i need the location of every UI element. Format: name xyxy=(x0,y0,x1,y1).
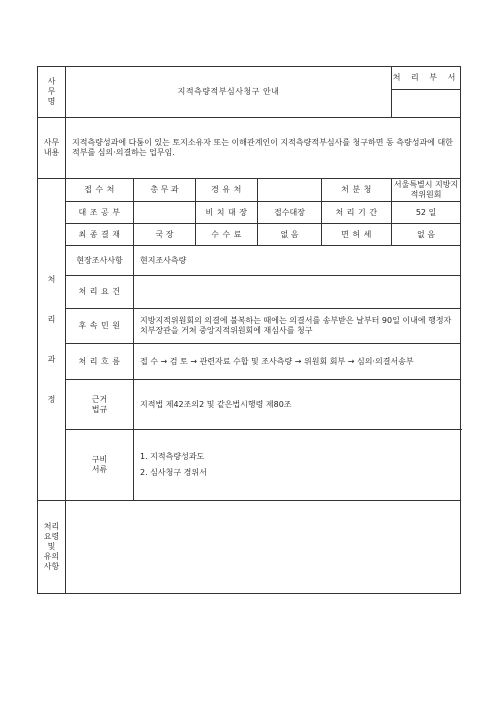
via-value xyxy=(258,179,322,202)
reception-value: 총 무 과 xyxy=(134,179,196,202)
license-tax-value: 없 음 xyxy=(392,224,461,246)
ledger-label: 비 치 대 장 xyxy=(196,202,258,224)
documents-label: 구비 서류 xyxy=(66,430,134,501)
dept-label: 처 리 부 서 xyxy=(392,67,461,90)
follow-up-value: 지방지적위원회의 의결에 불복하는 때에는 의결서를 송부받은 날부터 90일 이내에 행정자치부장관을 거쳐 중앙지적위원회에 재심사를 청구 xyxy=(134,309,461,344)
dept-value xyxy=(392,90,461,118)
work-name-label: 사 무 명 xyxy=(38,67,66,118)
via-label: 경 유 처 xyxy=(196,179,258,202)
fee-label: 수 수 료 xyxy=(196,224,258,246)
field-survey-label: 현장조사사항 xyxy=(66,246,134,276)
approver-value: 국 장 xyxy=(134,224,196,246)
notes-text xyxy=(66,501,461,594)
requirements-value xyxy=(134,276,461,309)
period-label: 처 리 기 간 xyxy=(322,202,392,224)
flow-label: 처 리 흐 름 xyxy=(66,344,134,380)
field-survey-value: 현지조사측량 xyxy=(134,246,461,276)
document-item: 1. 지적측량성과도 xyxy=(140,452,205,461)
follow-up-label: 후 속 민 원 xyxy=(66,309,134,344)
documents-list xyxy=(134,430,461,501)
period-value: 52 일 xyxy=(392,202,461,224)
flow-value: 접 수 → 검 토 → 관련자료 수합 및 조사측량 → 위원회 회부 → 심의·의결서송부 xyxy=(134,344,461,380)
requirements-label: 처 리 요 건 xyxy=(66,276,134,309)
process-label: 처 리 과 정 xyxy=(38,179,66,501)
legal-basis-text: 지적법 제42조의2 및 같은법시행령 제80조 xyxy=(134,380,461,430)
ledger-value: 접수대장 xyxy=(258,202,322,224)
proxy-value xyxy=(134,202,196,224)
fee-value: 없 음 xyxy=(258,224,322,246)
approver-label: 최 종 결 재 xyxy=(66,224,134,246)
division-value: 서울특별시 지방지적위원회 xyxy=(392,179,461,202)
duty-label: 사무 내용 xyxy=(38,118,66,179)
notes-label: 처리 요령 및 유의 사항 xyxy=(38,501,66,594)
proxy-label: 대 조 공 부 xyxy=(66,202,134,224)
reception-label: 접 수 처 xyxy=(66,179,134,202)
guide-form xyxy=(37,66,461,594)
division-label: 처 분 청 xyxy=(322,179,392,202)
duty-text: 지적측량성과에 다툼이 있는 토지소유자 또는 이해관계인이 지적측량적부심사를 청구하면 동 측량성과에 대한 적부를 심의·의결하는 업무임. xyxy=(66,118,461,179)
page-title: 지적측량적부심사청구 안내 xyxy=(66,67,392,118)
license-tax-label: 면 허 세 xyxy=(322,224,392,246)
document-item: 2. 심사청구 경위서 xyxy=(140,468,207,477)
legal-basis-label: 근거 법규 xyxy=(66,380,134,430)
